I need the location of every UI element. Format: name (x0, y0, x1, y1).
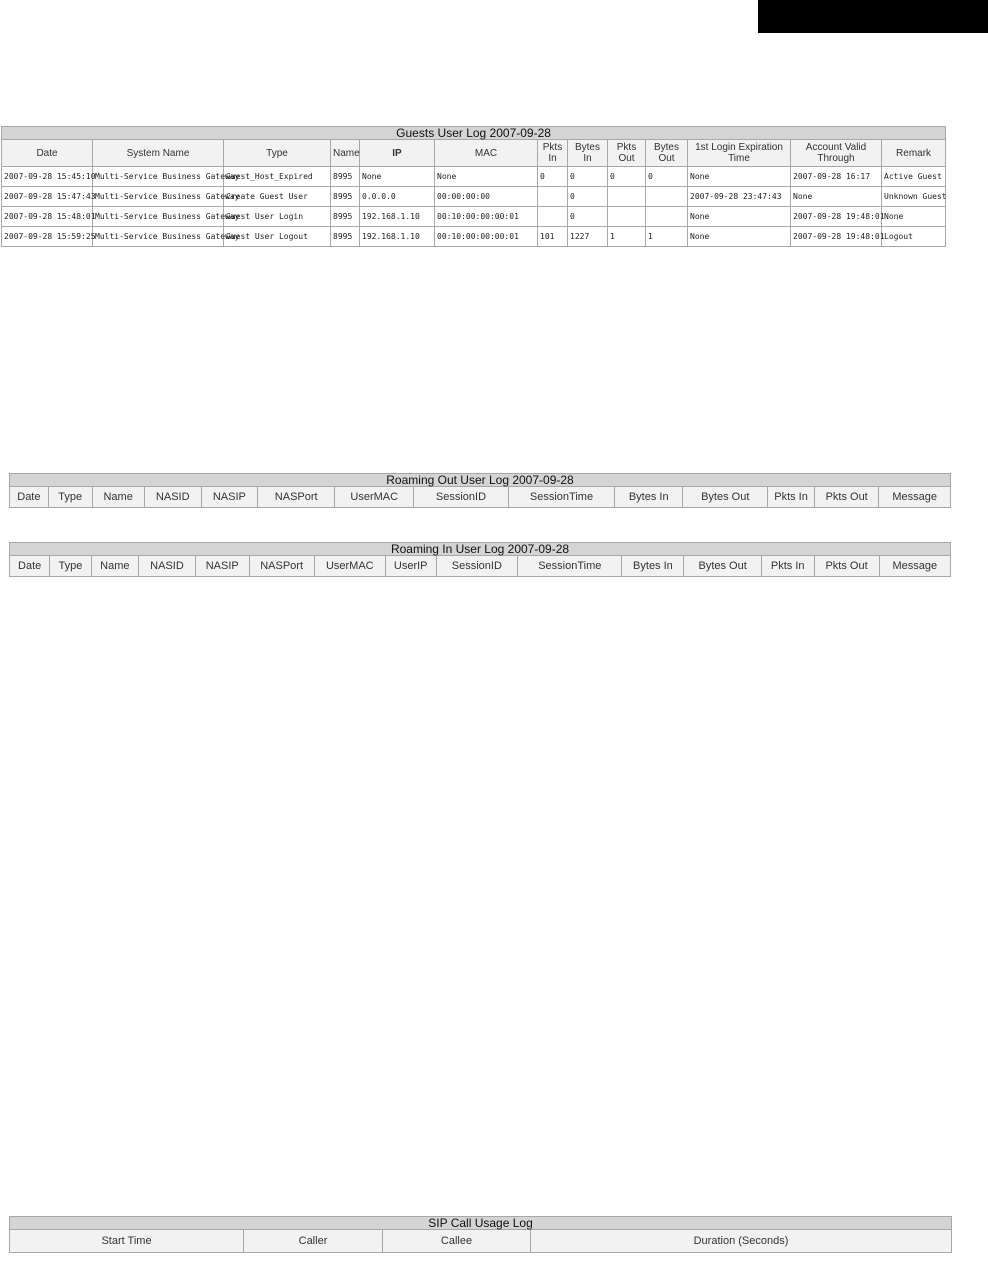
col-bytes-out: Bytes Out (684, 556, 761, 577)
col-sessiontime: SessionTime (508, 487, 614, 508)
col-message: Message (879, 487, 951, 508)
col-nasport: NASPort (257, 487, 335, 508)
col-duration: Duration (Seconds) (531, 1230, 952, 1253)
cell-mac: 00:00:00:00 (435, 187, 538, 207)
col-type: Type (48, 487, 92, 508)
cell-first-login-expiration: None (688, 227, 791, 247)
col-date: Date (10, 487, 49, 508)
cell-name: 8995 (331, 167, 360, 187)
cell-account-valid-through: 2007-09-28 19:48:01 (791, 227, 882, 247)
col-bytes-in: Bytes In (622, 556, 684, 577)
col-pkts-out: Pkts Out (608, 140, 646, 167)
cell-first-login-expiration: None (688, 167, 791, 187)
cell-pkts-out (608, 207, 646, 227)
col-usermac: UserMAC (314, 556, 385, 577)
col-start-time: Start Time (10, 1230, 244, 1253)
cell-mac: 00:10:00:00:00:01 (435, 207, 538, 227)
col-nasip: NASIP (201, 487, 257, 508)
cell-name: 8995 (331, 227, 360, 247)
cell-pkts-out (608, 187, 646, 207)
table-row (2, 167, 946, 187)
cell-date: 2007-09-28 15:59:25 (2, 227, 93, 247)
roaming-in-user-log-table (9, 542, 951, 577)
col-bytes-out: Bytes Out (683, 487, 768, 508)
table-row (2, 187, 946, 207)
sip-call-usage-log-table (9, 1216, 952, 1253)
col-type: Type (50, 556, 91, 577)
cell-ip: 192.168.1.10 (360, 207, 435, 227)
col-date: Date (2, 140, 93, 167)
cell-bytes-in: 0 (568, 167, 608, 187)
table-row (2, 227, 946, 247)
col-pkts-out: Pkts Out (814, 556, 879, 577)
cell-ip: None (360, 167, 435, 187)
cell-date: 2007-09-28 15:48:01 (2, 207, 93, 227)
cell-bytes-out: 0 (646, 167, 688, 187)
col-sessiontime: SessionTime (518, 556, 622, 577)
cell-system-name: Multi-Service Business Gateway (93, 227, 224, 247)
col-ip: IP (360, 140, 435, 167)
cell-name: 8995 (331, 187, 360, 207)
cell-ip: 0.0.0.0 (360, 187, 435, 207)
col-sessionid: SessionID (414, 487, 509, 508)
roaming-in-log-title: Roaming In User Log 2007-09-28 (10, 543, 951, 556)
col-account-valid-through: Account Valid Through (791, 140, 882, 167)
roaming-out-user-log-table (9, 473, 951, 508)
cell-account-valid-through: None (791, 187, 882, 207)
cell-pkts-in: 0 (538, 167, 568, 187)
cell-remark: Active Guest (882, 167, 946, 187)
col-bytes-in: Bytes In (568, 140, 608, 167)
col-pkts-in: Pkts In (538, 140, 568, 167)
cell-system-name: Multi-Service Business Gateway (93, 187, 224, 207)
col-name: Name (92, 487, 144, 508)
col-caller: Caller (244, 1230, 383, 1253)
guests-log-title: Guests User Log 2007-09-28 (2, 127, 946, 140)
roaming-out-log-title: Roaming Out User Log 2007-09-28 (10, 474, 951, 487)
cell-type: Guest User Login (224, 207, 331, 227)
col-usermac: UserMAC (335, 487, 414, 508)
cell-bytes-in: 0 (568, 187, 608, 207)
cell-mac: None (435, 167, 538, 187)
col-nasid: NASID (139, 556, 196, 577)
cell-account-valid-through: 2007-09-28 19:48:01 (791, 207, 882, 227)
cell-remark: None (882, 207, 946, 227)
col-date: Date (10, 556, 50, 577)
header-black-block (758, 0, 988, 33)
col-pkts-out: Pkts Out (815, 487, 879, 508)
sip-log-title: SIP Call Usage Log (10, 1217, 952, 1230)
cell-bytes-out (646, 207, 688, 227)
cell-date: 2007-09-28 15:45:10 (2, 167, 93, 187)
cell-name: 8995 (331, 207, 360, 227)
guests-user-log-table (1, 126, 946, 247)
col-sessionid: SessionID (436, 556, 518, 577)
cell-type: Guest User Logout (224, 227, 331, 247)
cell-system-name: Multi-Service Business Gateway (93, 167, 224, 187)
cell-date: 2007-09-28 15:47:43 (2, 187, 93, 207)
cell-ip: 192.168.1.10 (360, 227, 435, 247)
col-nasip: NASIP (195, 556, 249, 577)
cell-bytes-in: 0 (568, 207, 608, 227)
col-mac: MAC (435, 140, 538, 167)
col-userip: UserIP (385, 556, 436, 577)
cell-bytes-out: 1 (646, 227, 688, 247)
col-pkts-in: Pkts In (768, 487, 815, 508)
cell-bytes-in: 1227 (568, 227, 608, 247)
cell-remark: Unknown Guest (882, 187, 946, 207)
col-bytes-out: Bytes Out (646, 140, 688, 167)
cell-pkts-in: 101 (538, 227, 568, 247)
cell-type: Guest_Host_Expired (224, 167, 331, 187)
col-name: Name (331, 140, 360, 167)
col-message: Message (879, 556, 950, 577)
col-bytes-in: Bytes In (615, 487, 683, 508)
table-row (2, 207, 946, 227)
cell-pkts-in (538, 207, 568, 227)
cell-first-login-expiration: None (688, 207, 791, 227)
cell-pkts-out: 0 (608, 167, 646, 187)
cell-bytes-out (646, 187, 688, 207)
col-first-login-expiration: 1st Login Expiration Time (688, 140, 791, 167)
col-type: Type (224, 140, 331, 167)
col-pkts-in: Pkts In (761, 556, 814, 577)
cell-mac: 00:10:00:00:00:01 (435, 227, 538, 247)
cell-first-login-expiration: 2007-09-28 23:47:43 (688, 187, 791, 207)
col-nasid: NASID (144, 487, 201, 508)
col-nasport: NASPort (249, 556, 314, 577)
cell-pkts-in (538, 187, 568, 207)
col-name: Name (91, 556, 139, 577)
cell-account-valid-through: 2007-09-28 16:17 (791, 167, 882, 187)
col-remark: Remark (882, 140, 946, 167)
col-callee: Callee (383, 1230, 531, 1253)
cell-pkts-out: 1 (608, 227, 646, 247)
cell-system-name: Multi-Service Business Gateway (93, 207, 224, 227)
col-system-name: System Name (93, 140, 224, 167)
cell-remark: Logout (882, 227, 946, 247)
cell-type: Create Guest User (224, 187, 331, 207)
